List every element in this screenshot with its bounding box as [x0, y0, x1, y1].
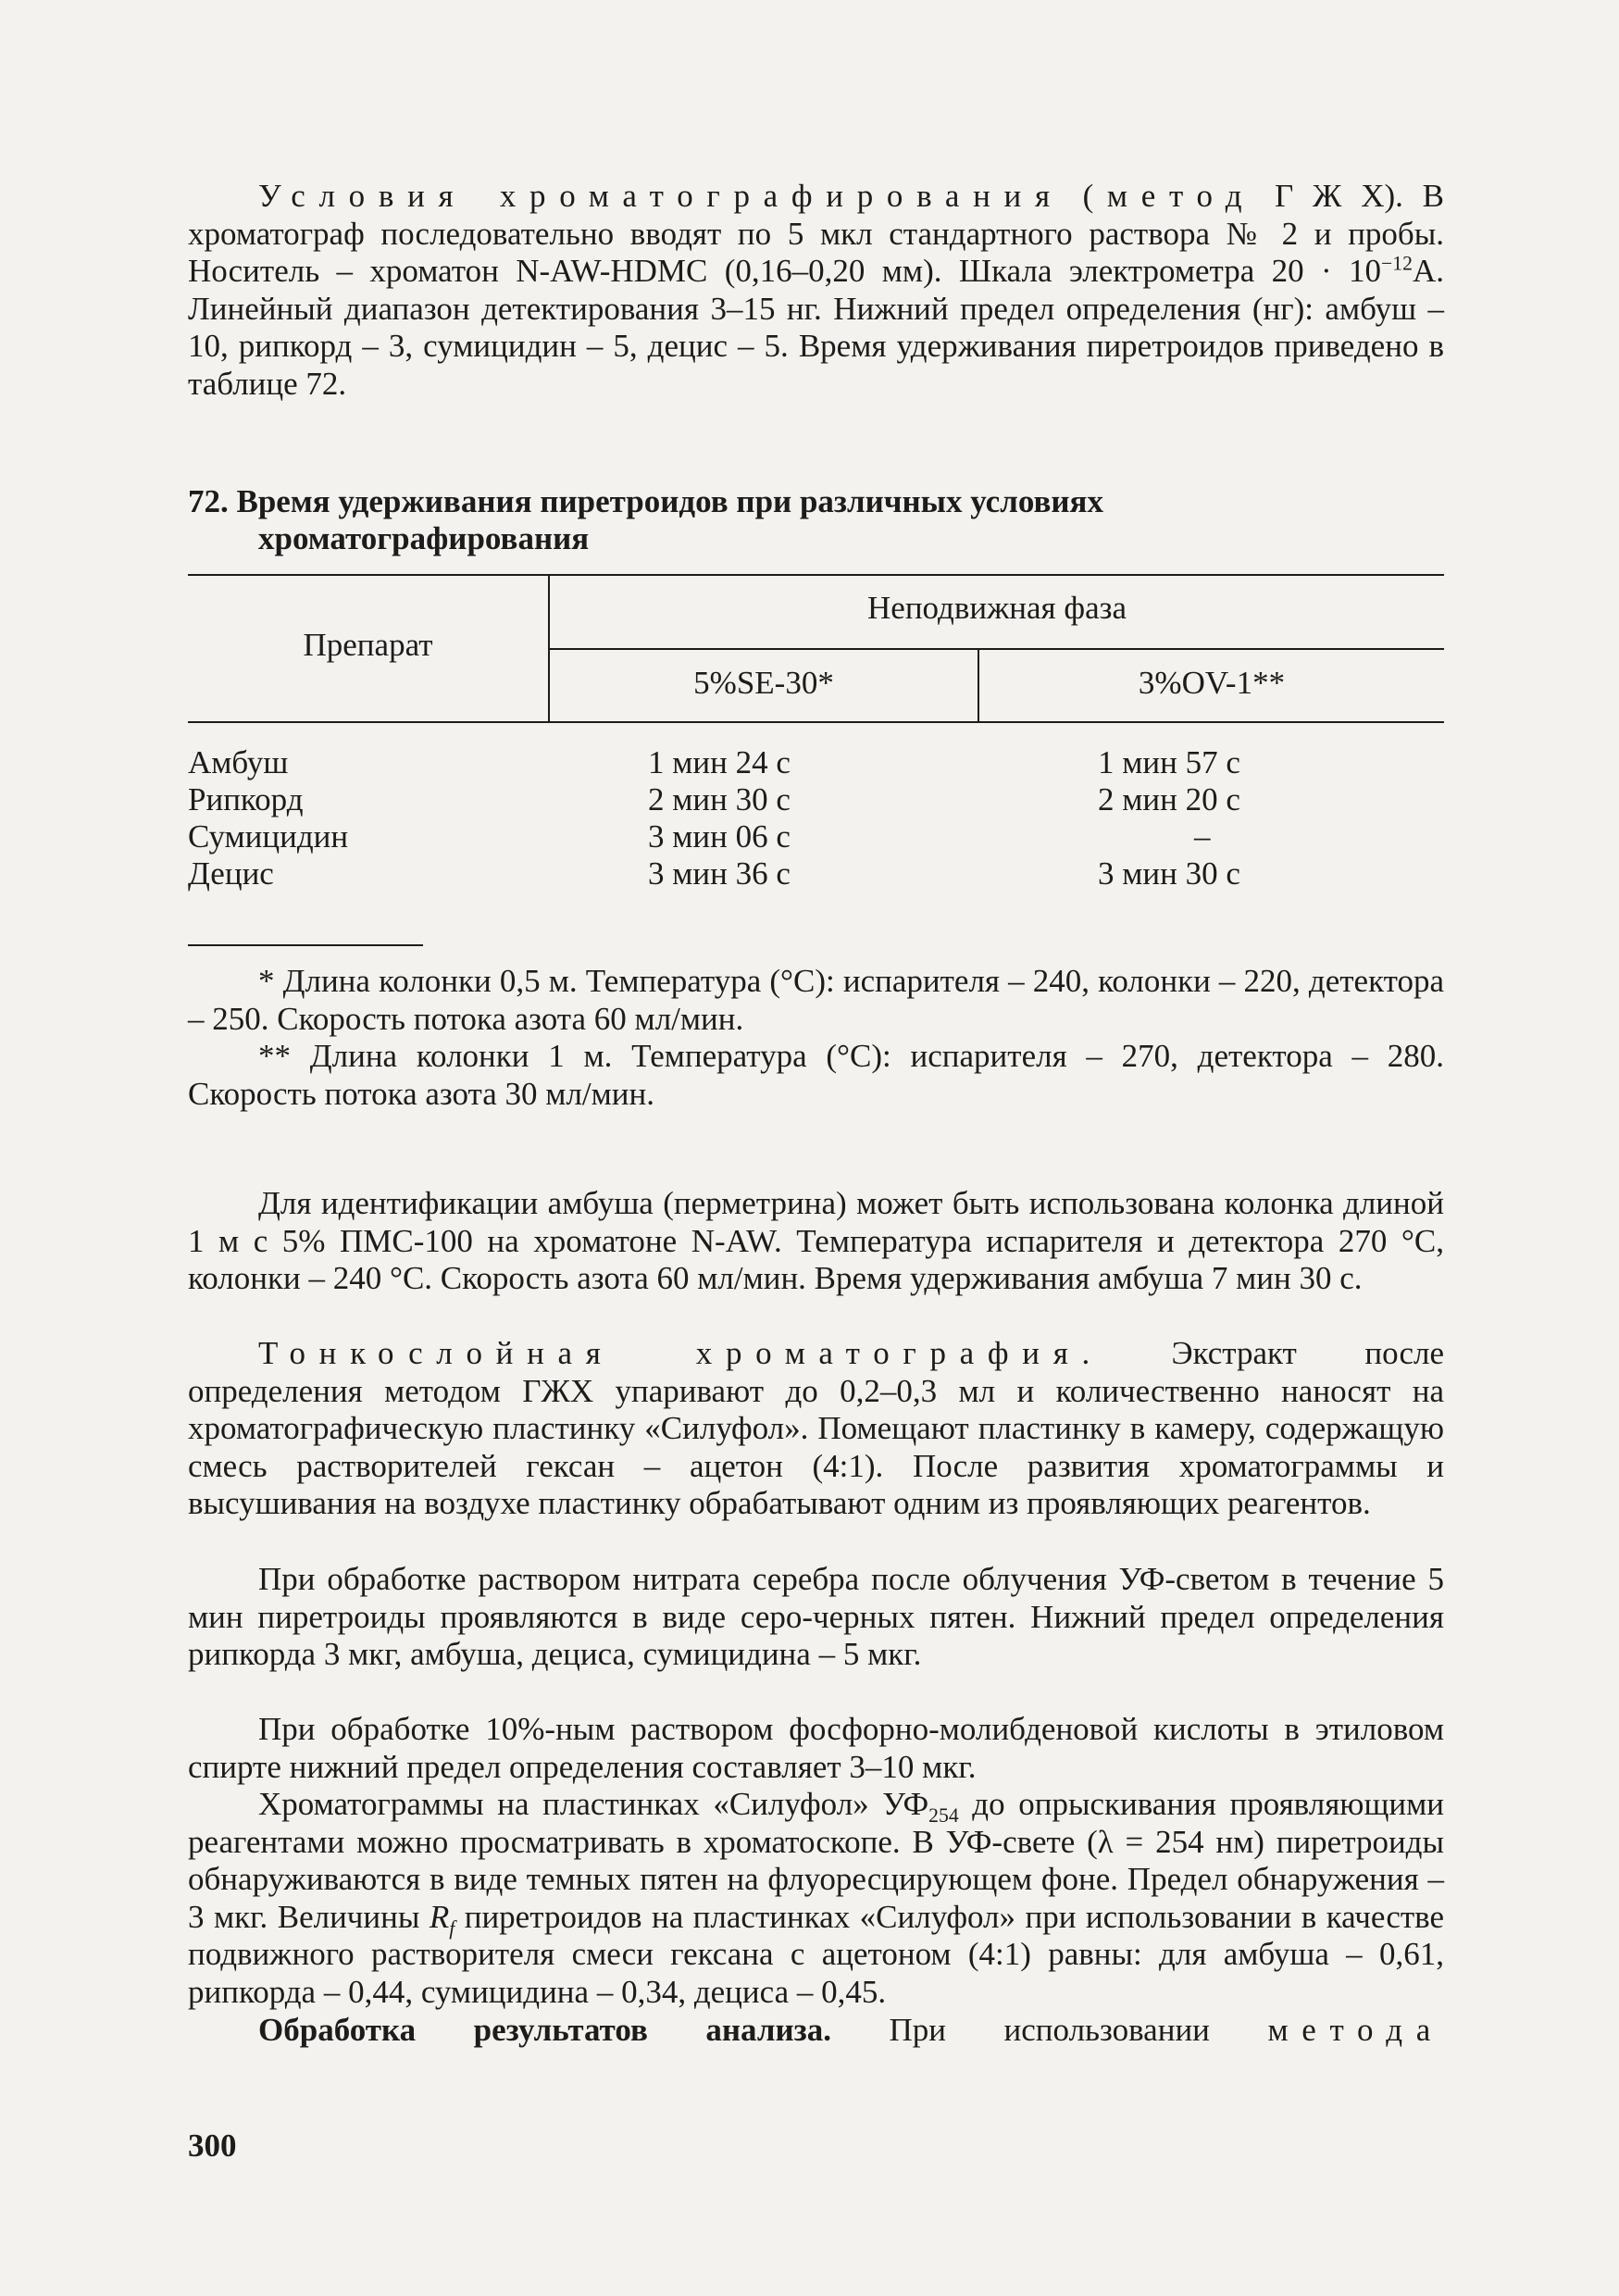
- table-row-ov1-4: 3 мин 30 с: [1098, 855, 1240, 892]
- footnote-rule: [188, 944, 423, 946]
- spaced-lead: Тонкослойная хроматография.: [258, 1335, 1103, 1371]
- table-row-se30-3: 3 мин 06 с: [648, 818, 791, 855]
- paragraph-ambush-identification: [188, 1185, 1444, 1298]
- table-row-se30-1: 1 мин 24 с: [648, 744, 791, 780]
- table-row-name-3: Сумицидин: [188, 818, 349, 855]
- paragraph-text: Для идентификации амбуша (перметрина) может быть использована колонка длиной 1 м с 5% ПМС-100 на хроматоне N-AW. Температура испарителя и детектора 270 °С, колонки – 240 °С. Скорость азота 60 мл/мин. Время удерживания амбуша 7 мин 30 с.: [188, 1185, 1444, 1297]
- paragraph-text-cont: до опрыскивания проявляющими реагентами можно просматривать в хроматоскопе. В УФ-свете (λ = 254 нм) пиретроиды обнаруживаются в виде темных пятен на флуоресцирующем фоне. Предел обнаружения – 3 мкг. Величины: [188, 1786, 1445, 1935]
- paragraph-tlc: [188, 1335, 1444, 1523]
- paragraph-chromatography-conditions: [188, 178, 1444, 404]
- rf-symbol: R: [429, 1898, 450, 1935]
- spaced-lead-paren: (метод: [1082, 178, 1256, 214]
- superscript: −12: [1381, 252, 1413, 275]
- table-caption-line2: хроматографирования: [258, 520, 590, 556]
- table-row-ov1-1: 1 мин 57 с: [1098, 744, 1240, 780]
- paragraph-phosphomolybdic: [188, 1711, 1444, 1786]
- page-number: 300: [188, 2128, 237, 2164]
- paragraph-text-cont: A. Линейный диапазон детектирования 3–15 нг. Нижний предел определения (нг): амбуш – 10, рипкорд – 3, сумицидин – 5, децис – 5. Время удерживания пиретроидов приведено в таблице 72.: [188, 253, 1444, 402]
- footnote-1: * Длина колонки 0,5 м. Температура (°С): испарителя – 240, колонки – 220, детектора – 250. Скорость потока азота 60 мл/мин.: [188, 963, 1444, 1037]
- table-row-se30-2: 2 мин 30 с: [648, 781, 791, 817]
- paragraph-text: При обработке раствором нитрата серебра после облучения УФ-светом в течение 5 мин пиретроиды проявляются в виде серо-черных пятен. Нижний предел определения рипкорда 3 мкг, амбуша, дециса, сумицидина – 5 мкг.: [188, 1561, 1444, 1673]
- paragraph-text: При обработке 10%-ным раствором фосфорно-молибденовой кислоты в этиловом спирте нижний предел определения составляет 3–10 мкг.: [188, 1711, 1444, 1785]
- header-preparat: Препарат: [303, 627, 433, 663]
- subscript: 254: [928, 1804, 959, 1827]
- table-row-ov1-3: –: [1194, 818, 1211, 855]
- table-caption-line1: 72. Время удерживания пиретроидов при различных условиях: [188, 483, 1103, 519]
- table-row-se30-4: 3 мин 36 с: [648, 855, 791, 892]
- footnote-2: ** Длина колонки 1 м. Температура (°С): испарителя – 270, детектора – 280. Скорость потока азота 30 мл/мин.: [188, 1038, 1444, 1112]
- header-se30: 5%SE-30*: [693, 665, 834, 701]
- table-row-name-1: Амбуш: [188, 744, 289, 780]
- table-row-name-2: Рипкорд: [188, 781, 304, 817]
- rf-subscript: f: [449, 1916, 455, 1940]
- paragraph-uv-silufol: [188, 1786, 1444, 2012]
- paragraph-text: Г Ж Х). В хроматограф последовательно вводят по 5 мкл стандартного раствора № 2 и пробы. Носитель – хроматон N-AW-HDMC (0,16–0,20 мм). Шкала электрометра 20 · 10: [188, 178, 1445, 290]
- header-ov1: 3%OV-1**: [1138, 665, 1286, 701]
- paragraph-silver-nitrate: [188, 1561, 1444, 1674]
- table-row-name-4: Децис: [188, 855, 274, 892]
- spaced-lead: Условия хроматографирования: [258, 178, 1064, 214]
- paragraph-results-processing: [188, 2012, 1444, 2050]
- bold-lead: Обработка результатов анализа.: [258, 2012, 831, 2048]
- table-caption: [188, 483, 1444, 557]
- paragraph-text: Хроматограммы на пластинках «Силуфол» УФ: [258, 1786, 929, 1822]
- table-header-bottom-rule: [188, 721, 1444, 723]
- paragraph-text-end: пиретроидов на пластинках «Силуфол» при использовании в качестве подвижного растворителя смеси гексана с ацетоном (4:1) равны: для амбуша – 0,61, рипкорда – 0,44, сумицидина – 0,34, дециса – 0,45.: [188, 1898, 1445, 2010]
- footnotes: [188, 963, 1444, 1113]
- header-stationary-phase: Неподвижная фаза: [867, 590, 1127, 626]
- table-mid-rule: [548, 648, 1444, 650]
- spaced-tail: метода: [1267, 2012, 1444, 2048]
- paragraph-text: Экстракт после определения методом ГЖХ упаривают до 0,2–0,3 мл и количественно наносят на хроматографическую пластинку «Силуфол». Помещают пластинку в камеру, содержащую смесь растворителей гексан – ацетон (4:1). После развития хроматограммы и высушивания на воздухе пластинку обрабатывают одним из проявляющих реагентов.: [188, 1335, 1444, 1522]
- table-top-rule: [188, 574, 1444, 576]
- table-row-ov1-2: 2 мин 20 с: [1098, 781, 1240, 817]
- paragraph-text: При использовании: [830, 2012, 1268, 2048]
